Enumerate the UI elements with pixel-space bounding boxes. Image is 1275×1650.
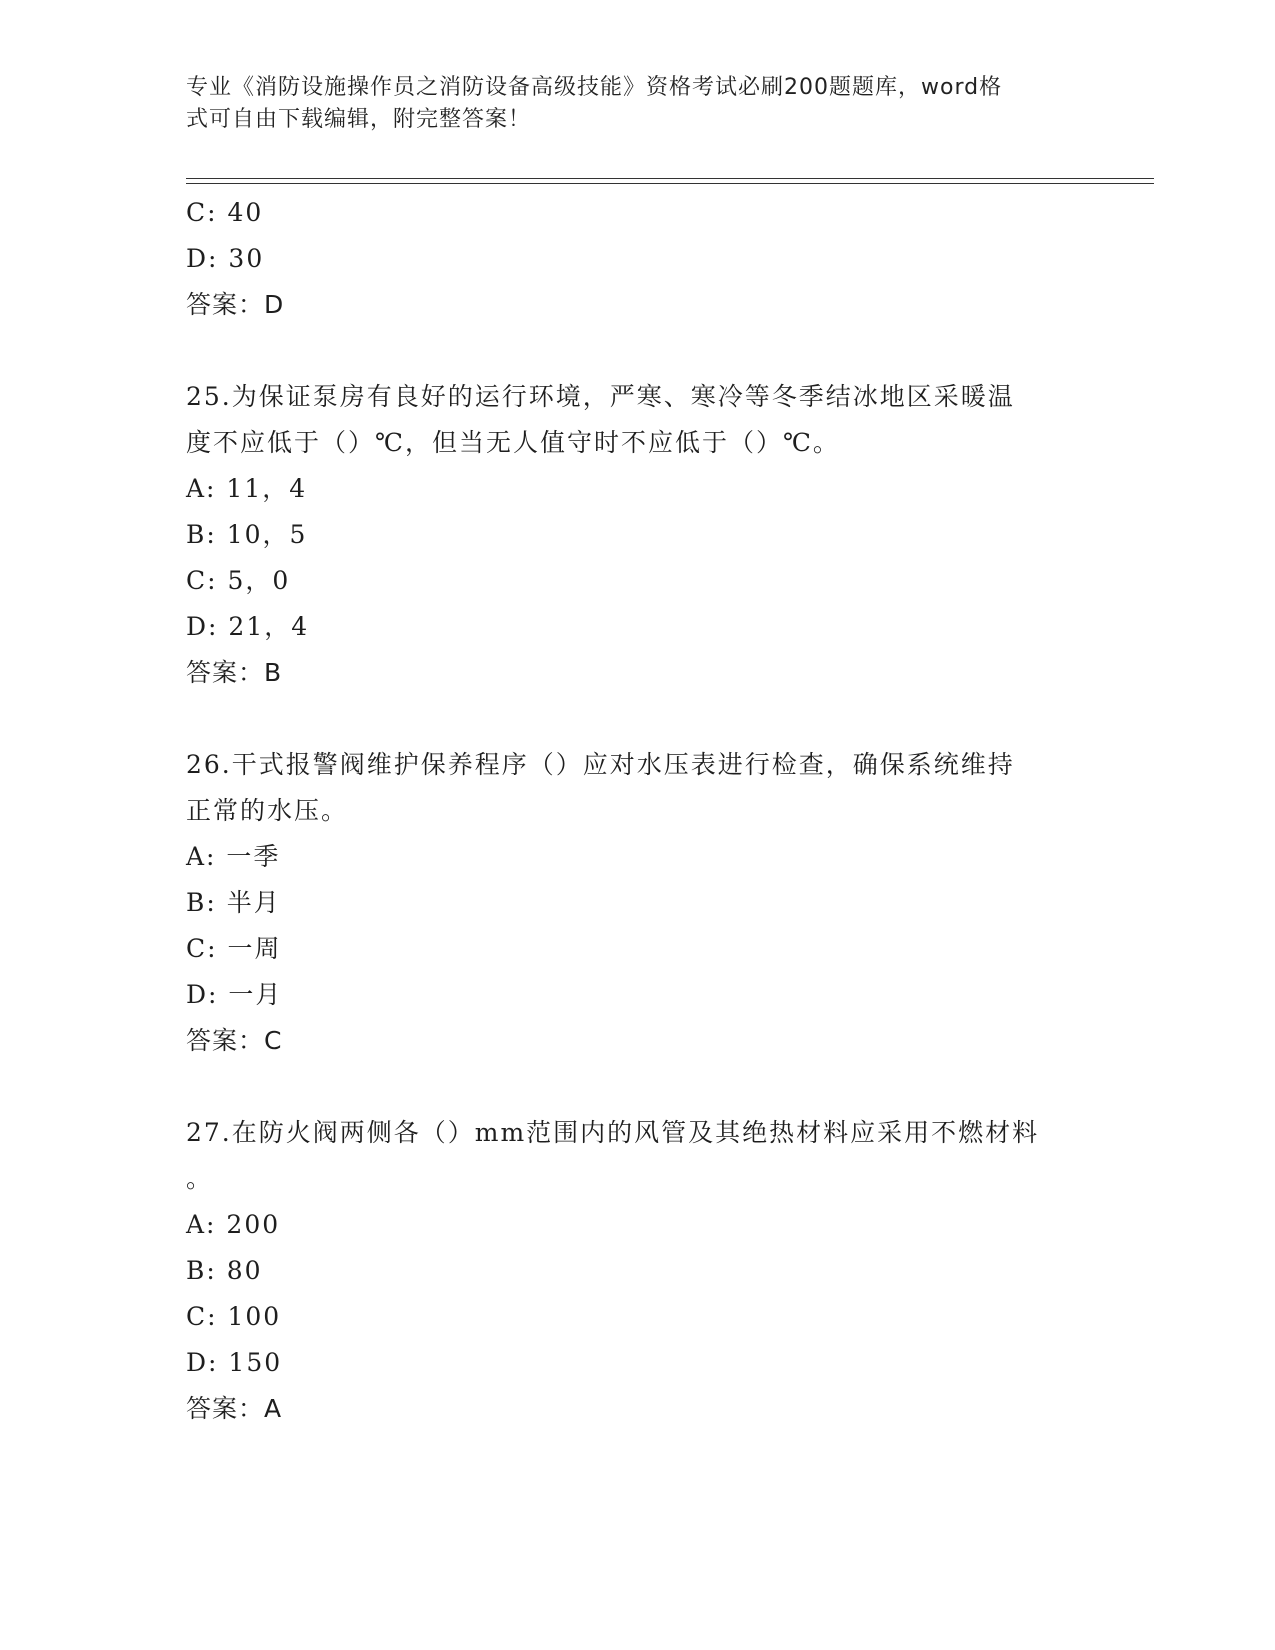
option-b: B: 10，5 <box>186 520 308 549</box>
option-a: A: 一季 <box>186 842 281 871</box>
header-divider-top <box>186 178 1154 179</box>
option-c: C: 100 <box>186 1302 282 1331</box>
header-divider-bottom <box>186 183 1154 184</box>
option-c: C: 40 <box>186 198 264 227</box>
question-list <box>186 190 1086 1432</box>
option-d: D: 150 <box>186 1348 283 1377</box>
question-26 <box>186 742 1086 1064</box>
question-spacer <box>186 696 1086 742</box>
question-text-line-1: 26.干式报警阀维护保养程序（）应对水压表进行检查，确保系统维持 <box>186 750 1015 779</box>
answer-line: 答案：D <box>186 290 285 319</box>
option-a: A: 200 <box>186 1210 281 1239</box>
question-text-line-1: 25.为保证泵房有良好的运行环境，严寒、寒冷等冬季结冰地区采暖温 <box>186 382 1015 411</box>
question-27 <box>186 1110 1086 1432</box>
answer-line: 答案：C <box>186 1026 283 1055</box>
question-text-line-2: 度不应低于（）℃，但当无人值守时不应低于（）℃。 <box>186 428 840 457</box>
option-a: A: 11，4 <box>186 474 308 503</box>
option-d: D: 一月 <box>186 980 283 1009</box>
option-d: D: 21，4 <box>186 612 310 641</box>
question-text-line-1: 27.在防火阀两侧各（）mm范围内的风管及其绝热材料应采用不燃材料 <box>186 1118 1040 1147</box>
question-text-line-2: 。 <box>186 1164 214 1193</box>
option-b: B: 半月 <box>186 888 281 917</box>
question-25 <box>186 374 1086 696</box>
question-24-tail <box>186 190 1086 328</box>
answer-line: 答案：B <box>186 658 283 687</box>
option-b: B: 80 <box>186 1256 263 1285</box>
question-spacer <box>186 328 1086 374</box>
option-c: C: 一周 <box>186 934 282 963</box>
header-title-line-1: 专业《消防设施操作员之消防设备高级技能》资格考试必刷200题题库，word格 <box>186 75 1003 100</box>
document-header <box>186 72 1086 136</box>
option-d: D: 30 <box>186 244 265 273</box>
option-c: C: 5，0 <box>186 566 291 595</box>
header-title-line-2: 式可自由下载编辑，附完整答案！ <box>186 107 532 132</box>
question-text-line-2: 正常的水压。 <box>186 796 349 825</box>
question-spacer <box>186 1064 1086 1110</box>
answer-line: 答案：A <box>186 1394 283 1423</box>
